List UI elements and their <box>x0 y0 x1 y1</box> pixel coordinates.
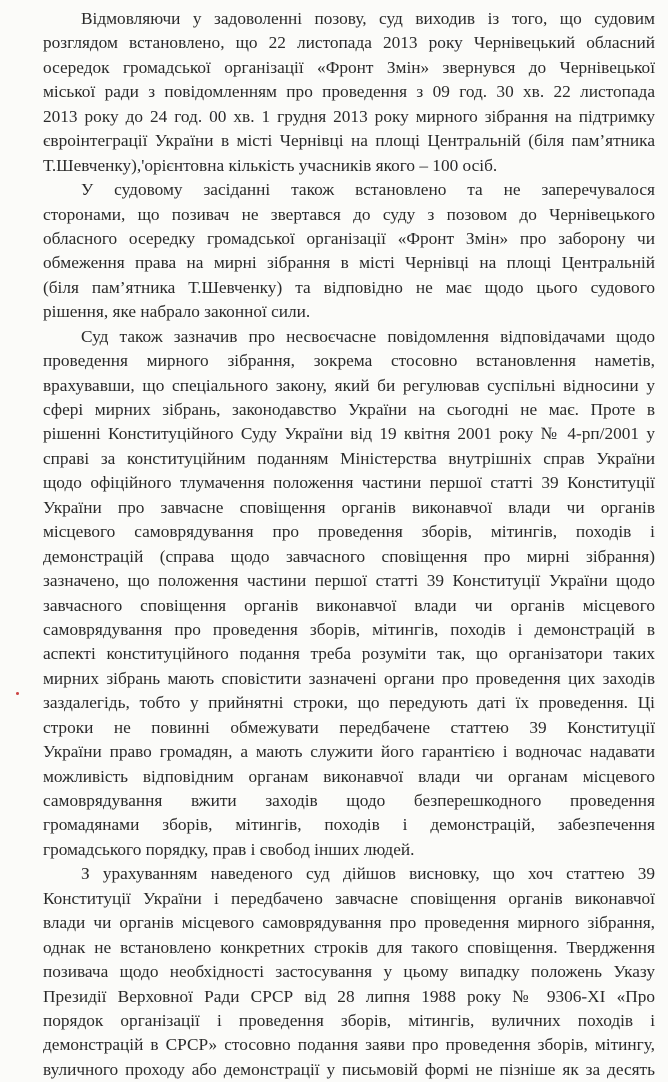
text-line: обмеження права на мирні зібрання в місті Чернівці на площі Центральній <box>43 253 655 273</box>
text-line: самоврядування вжити заходів щодо безперешкодного проведення <box>43 791 655 810</box>
text-line: (біля пам’ятника Т.Шевченку) та відповідно не має щодо цього судового <box>43 277 655 297</box>
text-line: сфері мирних зібрань, законодавство України на сьогодні не має. Проте в <box>43 400 655 419</box>
text-line: завчасного сповіщення органів виконавчої влади чи органів місцевого <box>43 595 655 615</box>
text-line: 2013 року до 24 год. 00 хв. 1 грудня 2013 року мирного зібрання на підтримку <box>43 106 655 126</box>
text-line: Суд також зазначив про несвоєчасне повідомлення відповідачами щодо <box>81 326 655 346</box>
paragraph <box>43 178 655 325</box>
text-line: Т.Шевченку),'орієнтовна кількість учасників якого – 100 осіб. <box>43 155 498 175</box>
text-line: можливість відповідним органам виконавчої влади чи органам місцевого <box>43 766 655 786</box>
text-line: розглядом встановлено, що 22 листопада 2013 року Чернівецький обласний <box>43 33 655 53</box>
text-line: щодо офіційного тлумачення положення частини першої статті 39 Конституції <box>43 473 655 493</box>
text-line: справі за конституційним поданням Міністерства внутрішніх справ України <box>43 448 655 468</box>
text-line: Президії Верховної Ради СРСР від 28 липня 1988 року № 9306-XI «Про <box>43 986 655 1006</box>
text-line: зазначено, що положення частини першої статті 39 Конституції України щодо <box>43 571 655 591</box>
paragraph <box>43 862 655 1082</box>
ink-mark <box>16 692 19 695</box>
text-line: З урахуванням наведеного суд дійшов висновку, що хоч статтею 39 <box>81 864 655 884</box>
text-line: врахувавши, що спеціального закону, який би регулював суспільні відносини у <box>43 375 655 395</box>
text-line: вуличного проходу або демонстрації у письмовій формі не пізніше як за десять <box>43 1059 655 1079</box>
text-line: проведення мирного зібрання, зокрема стосовно встановлення наметів, <box>43 351 655 371</box>
text-line: громадянами зборів, мітингів, походів і демонстрацій, забезпечення <box>43 815 655 835</box>
text-line: осередок громадської організації «Фронт Змін» звернувся до Чернівецької <box>43 57 655 77</box>
text-line: самоврядування про проведення зборів, мітингів, походів і демонстрацій в <box>43 619 655 639</box>
text-line: порядок організації і проведення зборів, мітингів, вуличних походів і <box>43 1010 655 1030</box>
text-line: У судовому засіданні також встановлено та не заперечувалося <box>81 180 655 200</box>
text-line: заздалегідь, тобто у прийнятні строки, що передують даті їх проведення. Ці <box>43 693 655 713</box>
text-line: строки не повинні обмежувати передбачене статтею 39 Конституції <box>43 717 655 737</box>
text-line: громадського порядку, прав і свобод інших людей. <box>43 839 415 859</box>
text-line: влади чи органів місцевого самоврядування про проведення мирного зібрання, <box>43 913 655 933</box>
text-line: однак не встановлено конкретних строків для такого сповіщення. Твердження <box>43 937 655 957</box>
text-line: демонстрацій (справа щодо завчасного сповіщення про мирні зібрання) <box>43 546 655 566</box>
text-line: України право громадян, а мають служити його гарантією і водночас надавати <box>43 742 655 762</box>
text-line: України про завчасне сповіщення органів виконавчої влади чи органів <box>43 497 655 517</box>
text-line: Конституції України і передбачено завчасне сповіщення органів виконавчої <box>43 888 655 908</box>
text-line: обласного осередку громадської організації «Фронт Змін» про заборону чи <box>43 228 655 248</box>
text-line: рішення, яке набрало законної сили. <box>43 302 311 322</box>
paragraph <box>43 325 655 863</box>
text-line: місцевого самоврядування про проведення зборів, мітингів, походів і <box>43 522 655 542</box>
text-line: мирних зібрань мають сповістити зазначені органи про проведення цих заходів <box>43 668 655 688</box>
text-line: євроінтеграції України в місті Чернівці на площі Центральній (біля пам’ятника <box>43 131 655 151</box>
paragraph <box>43 7 655 178</box>
text-line: сторонами, що позивач не звертався до суду з позовом до Чернівецького <box>43 204 655 224</box>
text-line: міської ради з повідомленням про проведення з 09 год. 30 хв. 22 листопада <box>43 82 655 102</box>
text-line: позивача щодо необхідності застосування у цьому випадку положень Указу <box>43 962 655 982</box>
text-line: демонстрацій в СРСР» стосовно подання заяви про проведення зборів, мітингу, <box>43 1035 655 1055</box>
text-line: рішенні Конституційного Суду України від 19 квітня 2001 року № 4-рп/2001 у <box>43 424 655 444</box>
text-line: Відмовляючи у задоволенні позову, суд виходив із того, що судовим <box>81 9 655 28</box>
document-page <box>43 7 655 1082</box>
text-line: аспекті конституційного подання треба розуміти так, що організатори таких <box>43 644 655 664</box>
